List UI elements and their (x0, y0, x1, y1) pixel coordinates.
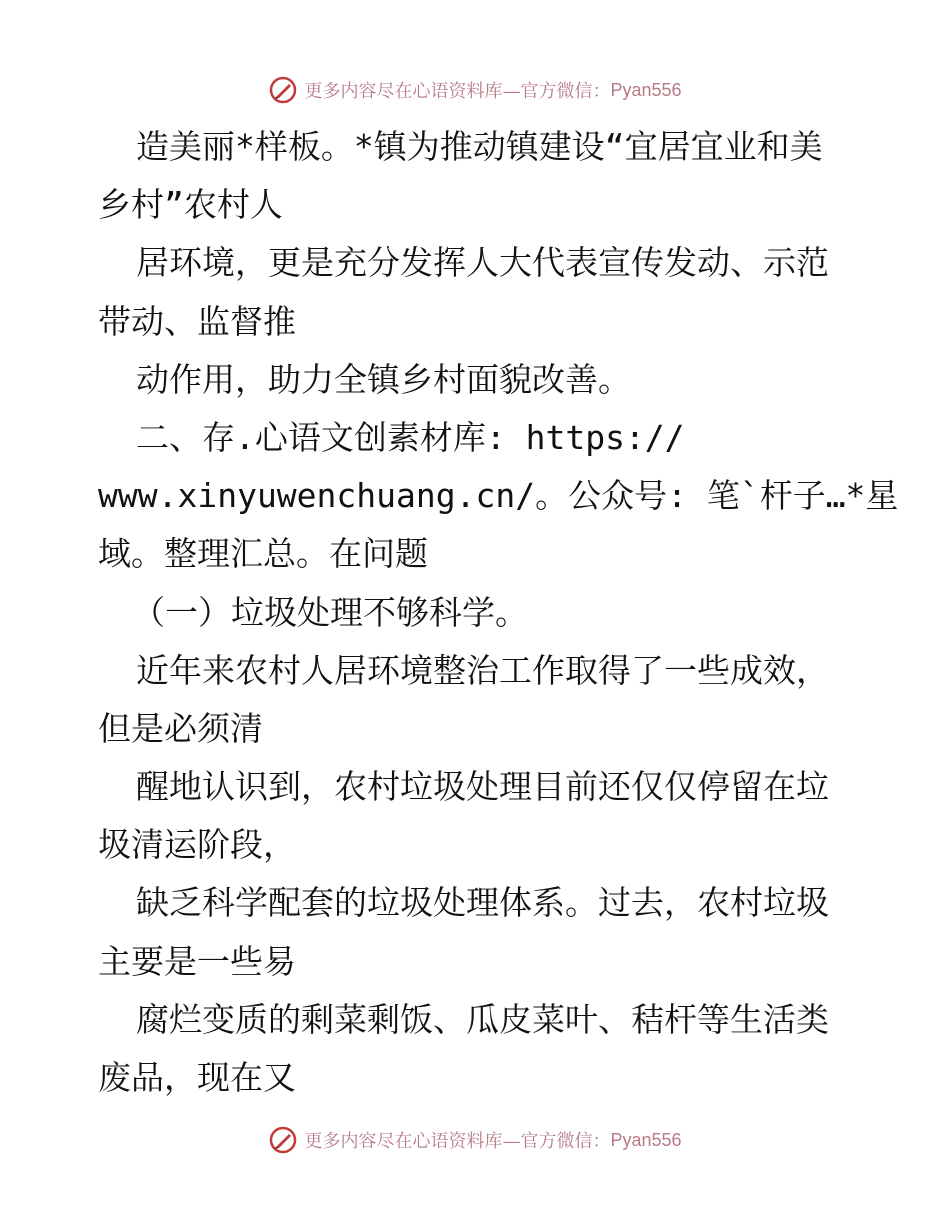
footer-watermark (0, 1120, 950, 1160)
header-site-text: 更多内容尽在心语资料库—官方微信： (304, 81, 611, 102)
header-wechat-id: Pyan556 (610, 79, 682, 100)
text-line: 但是必须清 (98, 708, 263, 748)
footer-site-text: 更多内容尽在心语资料库—官方微信： (304, 1131, 611, 1152)
text-line: 主要是一些易 (98, 941, 296, 981)
text-line: 醒地认识到，农村垃圾处理目前还仅仅停留在垃 (136, 767, 829, 807)
header-watermark (0, 70, 950, 110)
pen-logo-icon (268, 1125, 298, 1155)
footer-wechat-id: Pyan556 (610, 1129, 682, 1150)
text-line: 近年来农村人居环境整治工作取得了一些成效， (136, 650, 829, 690)
text-line: 腐烂变质的剩菜剩饭、瓜皮菜叶、秸杆等生活类 (136, 999, 829, 1039)
text-line: 域。整理汇总。在问题 (98, 534, 428, 574)
pen-logo-icon (268, 75, 298, 105)
text-line: 造美丽*样板。*镇为推动镇建设“宜居宜业和美 (136, 127, 823, 166)
section-heading: 二、存.心语文创素材库: https:// (136, 417, 685, 457)
text-line: 带动、监督推 (98, 301, 296, 341)
text-line: www.xinyuwenchuang.cn/。公众号: 笔`杆子…*星 (98, 476, 899, 516)
text-line: 圾清运阶段， (98, 825, 296, 865)
text-line: 废品，现在又 (98, 1058, 296, 1097)
text-line: 缺乏科学配套的垃圾处理体系。过去，农村垃圾 (136, 883, 829, 923)
body-text (98, 118, 899, 1107)
text-line: 居环境，更是充分发挥人大代表宣传发动、示范 (136, 243, 829, 283)
text-line: 乡村”农村人 (98, 185, 283, 225)
text-line: 动作用，助力全镇乡村面貌改善。 (136, 359, 631, 399)
subsection-heading: （一）垃圾处理不够科学。 (132, 592, 528, 632)
